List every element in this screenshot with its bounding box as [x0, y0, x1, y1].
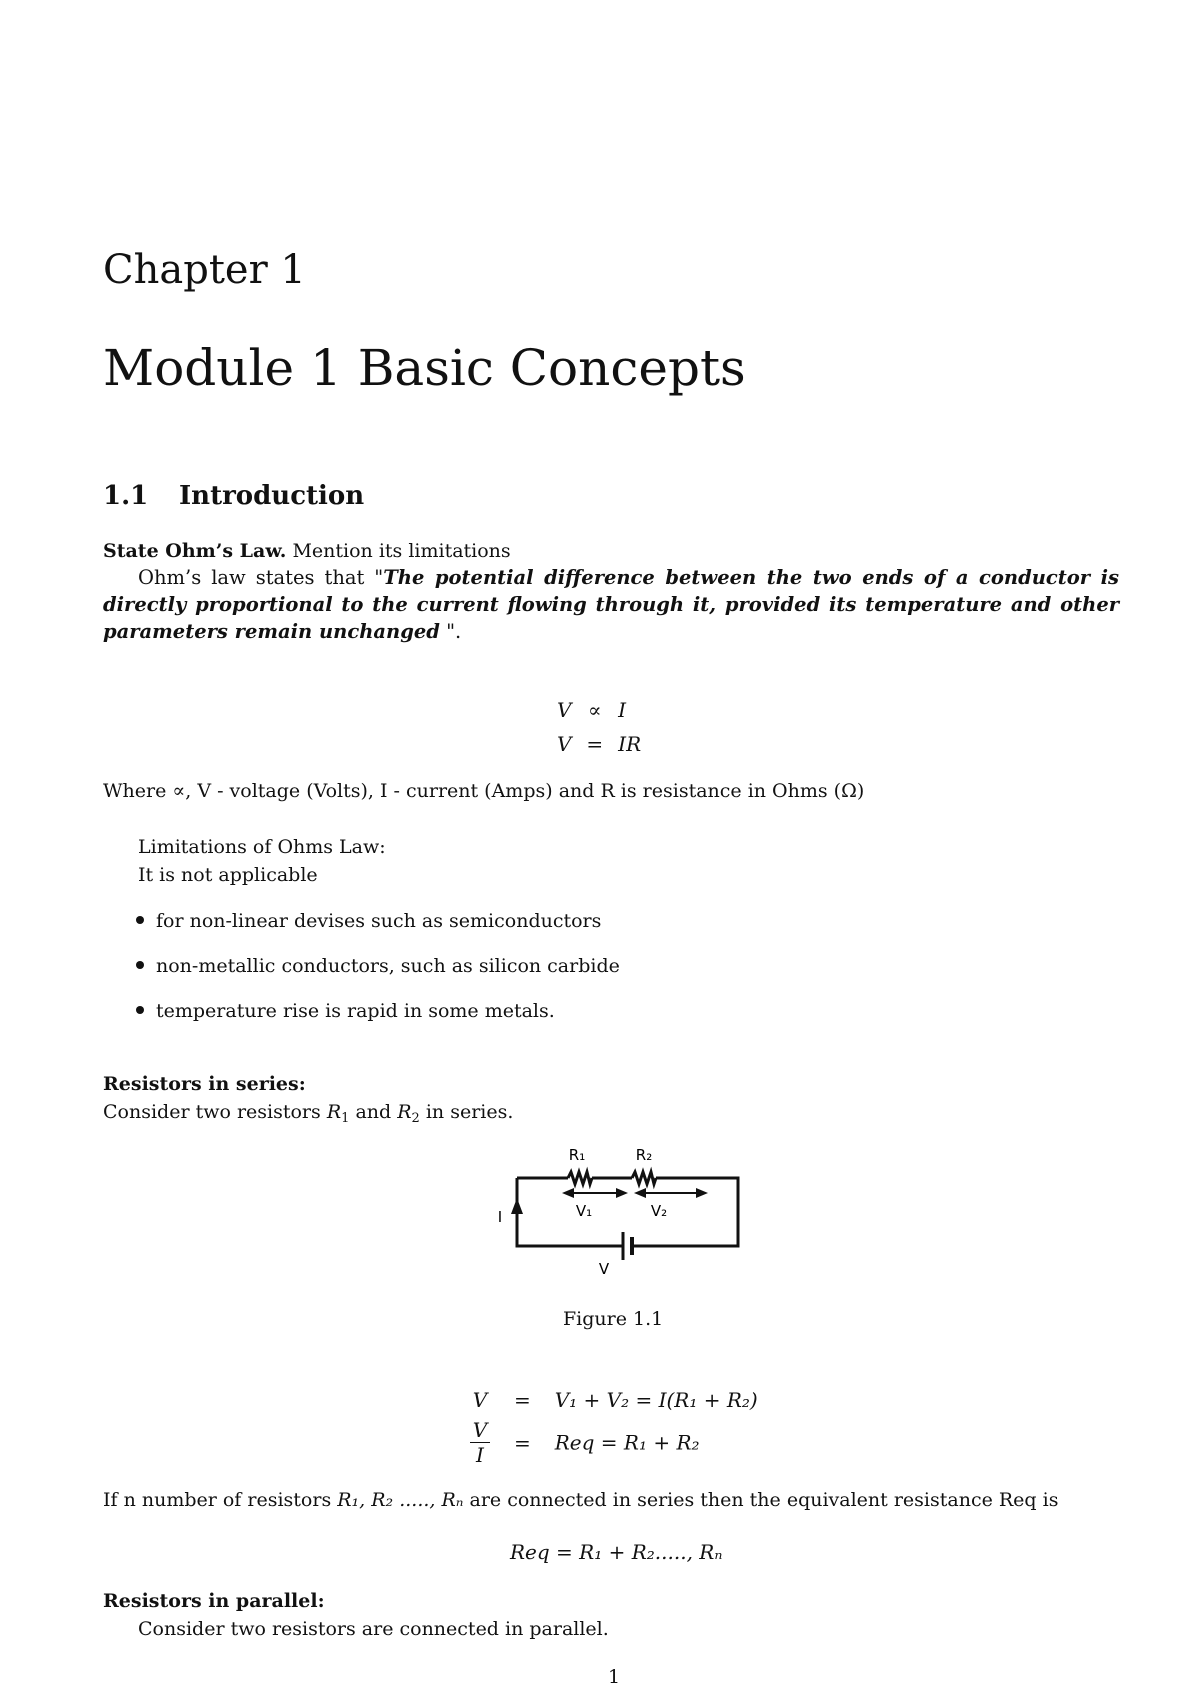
bullet-dot	[136, 1006, 144, 1014]
ohms-law-statement: The potential difference between the two ends of a conductor is directly proportional to the current flowing through it, provided its temperature and other parameters remain unchanged	[103, 566, 1119, 643]
parallel-heading: Resistors in parallel:	[103, 1590, 325, 1612]
arrow-v1-left	[562, 1188, 574, 1198]
chapter-label: Chapter 1	[103, 247, 306, 293]
question-line	[103, 538, 511, 565]
circuit-wire	[517, 1178, 738, 1246]
module-title: Module 1 Basic Concepts	[103, 339, 746, 397]
section-title: Introduction	[179, 481, 365, 511]
label-r2: R₂	[635, 1146, 653, 1164]
eq1-op: ∝	[588, 698, 602, 722]
resistor-r2-symbol	[632, 1172, 656, 1184]
list-item: non-metallic conductors, such as silicon carbide	[136, 953, 620, 980]
limitations-intro: It is not applicable	[138, 864, 318, 886]
series-heading: Resistors in series:	[103, 1073, 306, 1095]
n-series-text: If n number of resistors R₁, R₂ ....., Rₙ are connected in series then the equivalent resistance Req is	[103, 1489, 1059, 1511]
list-item: for non-linear devises such as semiconductors	[136, 908, 601, 935]
eq1-rhs: I	[618, 698, 627, 722]
resistor-r1-symbol	[568, 1172, 592, 1184]
equation-proportional	[557, 700, 626, 720]
ohms-law-tail: ".	[439, 620, 462, 643]
label-voltage: V	[598, 1260, 610, 1278]
arrow-v2-right	[696, 1188, 708, 1198]
figure-caption: Figure 1.1	[563, 1308, 664, 1330]
question-rest: Mention its limitations	[286, 540, 511, 562]
series-equation-2: $\frac{V}{I}$ = Req = R₁ + R₂	[470, 1418, 700, 1467]
fraction-v-over-i: $\frac{V}{I}$	[470, 1418, 490, 1467]
question-bold: State Ohm’s Law.	[103, 540, 287, 562]
series-intro: Consider two resistors $R_1$ and $R_2$ in series.	[103, 1101, 514, 1126]
eq1-lhs: V	[557, 698, 572, 722]
label-r1: R₁	[568, 1146, 586, 1164]
arrow-v2-left	[634, 1188, 646, 1198]
series-equation-1: V = V₁ + V₂ = I(R₁ + R₂)	[472, 1388, 758, 1412]
current-arrow	[511, 1198, 523, 1214]
eq2-op: =	[586, 732, 604, 756]
list-item: temperature rise is rapid in some metals.	[136, 998, 555, 1025]
series-circuit-diagram	[480, 1130, 760, 1280]
equation-ohms	[557, 734, 641, 754]
limitations-heading: Limitations of Ohms Law:	[138, 836, 386, 858]
ohms-law-lead: Ohm’s law states that "	[138, 566, 384, 589]
section-number: 1.1	[103, 481, 149, 511]
ohms-law-paragraph	[103, 564, 1119, 645]
arrow-v1-right	[616, 1188, 628, 1198]
bullet-dot	[136, 916, 144, 924]
label-v1: V₁	[575, 1202, 593, 1220]
label-current: I	[497, 1208, 503, 1226]
bullet-dot	[136, 961, 144, 969]
equivalent-resistance-equation: Req = R₁ + R₂....., Rₙ	[510, 1540, 723, 1564]
label-v2: V₂	[650, 1202, 668, 1220]
eq2-lhs: V	[557, 732, 572, 756]
parallel-intro: Consider two resistors are connected in parallel.	[138, 1618, 609, 1640]
eq2-rhs: IR	[618, 732, 642, 756]
section-heading	[103, 483, 364, 509]
page-number: 1	[608, 1666, 621, 1688]
where-text: Where ∝, V - voltage (Volts), I - current (Amps) and R is resistance in Ohms (Ω)	[103, 780, 865, 802]
